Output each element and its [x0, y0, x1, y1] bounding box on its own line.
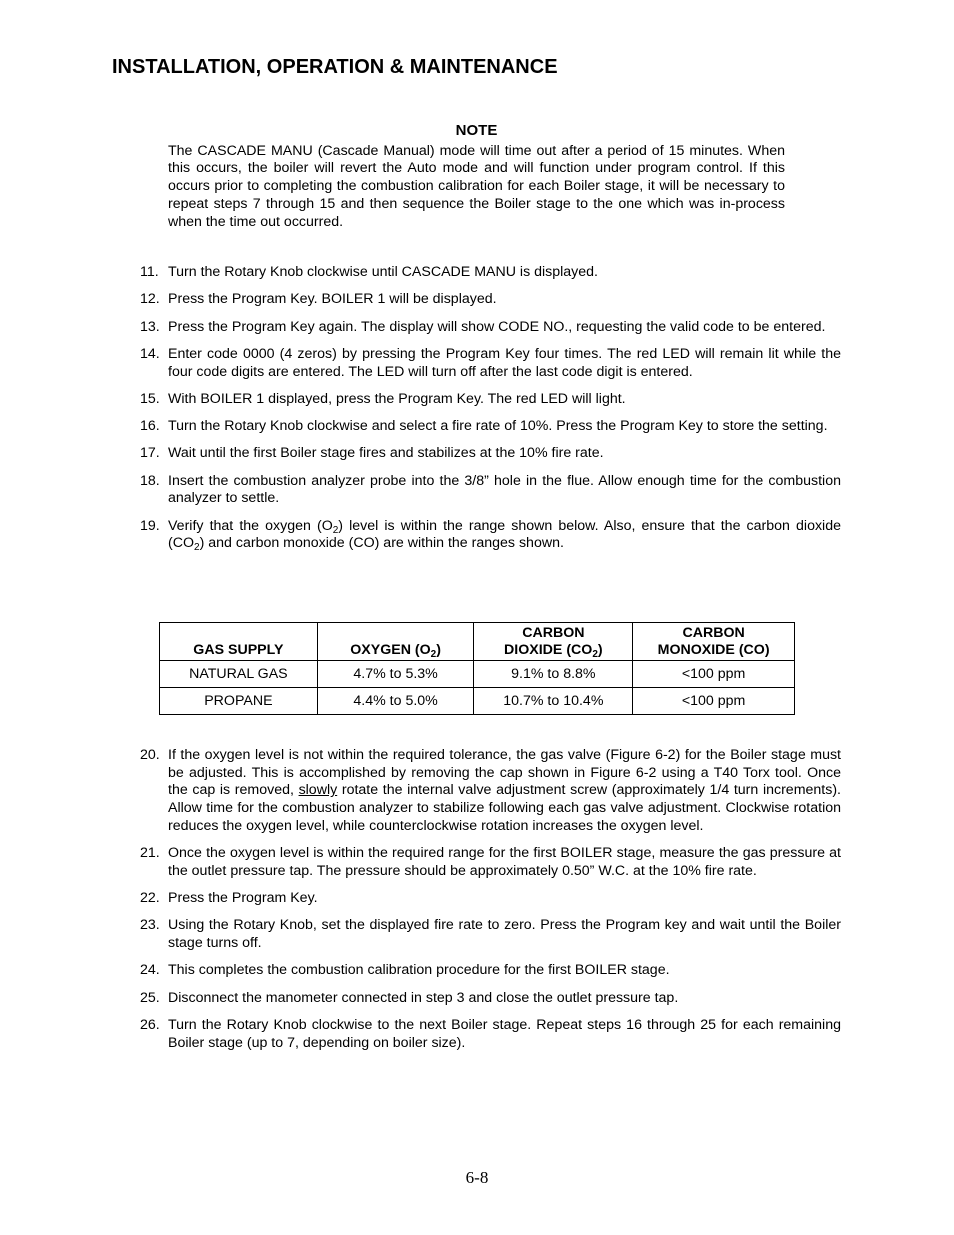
- subscript: 2: [430, 649, 437, 660]
- procedure-steps-part-2: [134, 747, 841, 1062]
- step-text: Press the Program Key.: [168, 890, 318, 907]
- step-item: [134, 346, 841, 381]
- step-text: Turn the Rotary Knob clockwise to the next Boiler stage. Repeat steps 16 through 25 for each remaining Boiler stage (up to 7, depending on boiler size).: [168, 1017, 841, 1051]
- header-text: CARBON: [682, 625, 745, 641]
- step-text-part: ) level is within the range shown below. Also, ensure that the carbon dioxide (CO: [168, 517, 841, 552]
- step-text-part: If the oxygen level is not within the required tolerance, the gas valve (Figure 6-2) for the Boiler stage must be adjusted. This is accomplished by removing the cap shown in Figure 6-2 using a T40 Torx tool. Once the cap is removed,: [168, 747, 841, 799]
- step-number: 18.: [140, 472, 160, 489]
- note-box: [168, 122, 785, 231]
- step-number: 17.: [140, 445, 160, 462]
- step-text-part: Verify that the oxygen (O: [168, 517, 333, 534]
- step-item: [134, 291, 841, 309]
- step-text: Turn the Rotary Knob clockwise until CASCADE MANU is displayed.: [168, 264, 598, 280]
- procedure-steps-part-1: [134, 264, 841, 563]
- step-text: Once the oxygen level is within the required range for the first BOILER stage, measure the gas pressure at the outlet pressure tap. The pressure should be approximately 0.50” W.C. at the 10% fire rate.: [168, 845, 841, 879]
- step-number: 20.: [140, 747, 160, 763]
- step-text: Insert the combustion analyzer probe into the 3/8” hole in the flue. Allow enough time for the combustion analyzer to settle.: [168, 472, 841, 507]
- step-text: With BOILER 1 displayed, press the Program Key. The red LED will light.: [168, 390, 626, 407]
- step-item: [134, 845, 841, 880]
- step-number: 22.: [140, 890, 160, 907]
- step-text: Disconnect the manometer connected in step 3 and close the outlet pressure tap.: [168, 989, 679, 1006]
- note-heading: NOTE: [455, 122, 498, 139]
- step-item: [134, 890, 841, 908]
- step-item: [134, 445, 841, 463]
- step-text: Wait until the first Boiler stage fires and stabilizes at the 10% fire rate.: [168, 445, 604, 462]
- step-number: 12.: [140, 291, 160, 308]
- header-carbon-monoxide: [633, 623, 795, 661]
- header-carbon-dioxide: [474, 623, 633, 661]
- step-number: 23.: [140, 917, 160, 934]
- cell-carbon-monoxide: <100 ppm: [633, 688, 795, 715]
- step-text: Press the Program Key. BOILER 1 will be displayed.: [168, 291, 497, 308]
- page-number: 6-8: [465, 1168, 489, 1187]
- header-text: ): [597, 642, 603, 658]
- step-text: This completes the combustion calibration procedure for the first BOILER stage.: [168, 962, 670, 979]
- step-number: 21.: [140, 845, 160, 862]
- step-number: 13.: [140, 318, 160, 335]
- step-number: 25.: [140, 989, 160, 1006]
- table-row: [160, 688, 795, 715]
- table-header-row: [160, 623, 795, 661]
- step-text: [168, 518, 841, 553]
- step-item: [134, 747, 841, 836]
- step-number: 26.: [140, 1017, 160, 1033]
- step-item: [134, 1017, 841, 1052]
- step-text: Turn the Rotary Knob clockwise and select a fire rate of 10%. Press the Program Key to store the setting.: [168, 418, 828, 435]
- step-number: 15.: [140, 390, 160, 407]
- step-item: [134, 319, 841, 337]
- cell-carbon-monoxide: <100 ppm: [633, 661, 795, 688]
- step-item: [134, 418, 841, 436]
- step-number: 19.: [140, 517, 160, 534]
- combustion-ranges-table: [159, 622, 795, 715]
- step-text: [168, 747, 841, 836]
- page-header-title: INSTALLATION, OPERATION & MAINTENANCE: [112, 56, 558, 78]
- header-gas-supply: GAS SUPPLY: [160, 623, 318, 661]
- cell-carbon-dioxide: 10.7% to 10.4%: [474, 688, 633, 715]
- cell-gas-supply: PROPANE: [160, 688, 318, 715]
- step-item: [134, 917, 841, 952]
- step-number: 14.: [140, 345, 160, 362]
- subscript: 2: [332, 524, 339, 536]
- step-text: Using the Rotary Knob, set the displayed fire rate to zero. Press the Program key and wait until the Boiler stage turns off.: [168, 917, 841, 952]
- header-text: ): [436, 642, 441, 658]
- step-text: Enter code 0000 (4 zeros) by pressing the Program Key four times. The red LED will remain lit while the four code digits are entered. The LED will turn off after the last code digit is entered.: [168, 345, 841, 380]
- subscript: 2: [592, 649, 598, 660]
- cell-oxygen: 4.4% to 5.0%: [317, 688, 474, 715]
- step-item: [134, 990, 841, 1008]
- step-item: [134, 518, 841, 553]
- step-number: 11.: [140, 264, 159, 280]
- step-text-part: rotate the internal valve adjustment screw (approximately 1/4 turn increments). Allow time for the combustion analyzer to stabilize following each gas valve adjustment. Clockwise rotation reduces the oxygen level, while counterclockwise rotation increases the oxygen level.: [168, 782, 841, 834]
- note-body: The CASCADE MANU (Cascade Manual) mode will time out after a period of 15 minutes. When this occurs, the boiler will revert the Auto mode and will function under program control. If this occurs prior to completing the combustion calibration for each Boiler stage, it will be necessary to repeat steps 7 through 15 and then sequence the Boiler stage to the one which was in-process when the time out occurred.: [168, 142, 785, 230]
- emphasized-word: slowly: [298, 782, 338, 799]
- step-item: [134, 473, 841, 508]
- step-item: [134, 391, 841, 409]
- step-text: Press the Program Key again. The display will show CODE NO., requesting the valid code to be entered.: [168, 318, 826, 335]
- step-number: 24.: [140, 962, 160, 979]
- step-number: 16.: [140, 418, 160, 435]
- step-item: [134, 264, 841, 282]
- header-text: OXYGEN (O: [350, 642, 431, 658]
- header-text: MONOXIDE (CO): [657, 642, 770, 658]
- step-item: [134, 962, 841, 980]
- header-oxygen: [317, 623, 474, 661]
- cell-oxygen: 4.7% to 5.3%: [317, 661, 474, 688]
- cell-gas-supply: NATURAL GAS: [160, 661, 318, 688]
- cell-carbon-dioxide: 9.1% to 8.8%: [474, 661, 633, 688]
- header-text: DIOXIDE (CO: [504, 642, 593, 658]
- header-text: CARBON: [522, 625, 585, 641]
- subscript: 2: [194, 542, 200, 554]
- step-text-part: ) and carbon monoxide (CO) are within the ranges shown.: [199, 535, 564, 552]
- table-row: [160, 661, 795, 688]
